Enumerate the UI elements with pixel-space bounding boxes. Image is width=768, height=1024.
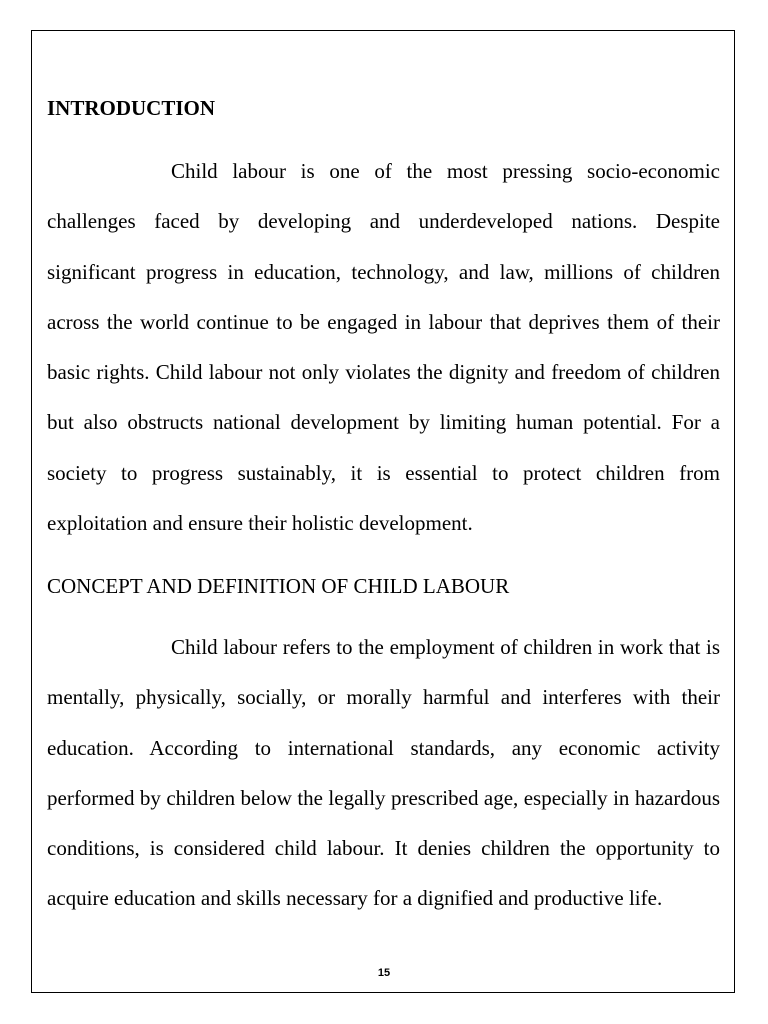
page-number: 15: [377, 967, 391, 979]
section-title: INTRODUCTION: [47, 96, 216, 120]
intro-paragraph: Child labour is one of the most pressing socio-economic challenges faced by developing and underdeveloped nations. Despite significant progress in education, technology, and law, millions of children across the world continue to be engaged in labour that deprives them of their basic rights. Child labour not only violates the dignity and freedom of children but also obstructs national development by limiting human potential. For a society to progress sustainably, it is essential to protect children from exploitation and ensure their holistic development.: [47, 159, 720, 536]
subsection-title: CONCEPT AND DEFINITION OF CHILD LABOUR: [47, 574, 510, 598]
concept-paragraph: Child labour refers to the employment of children in work that is mentally, physically, socially, or morally harmful and interferes with their education. According to international standards, any economic activity performed by children below the legally prescribed age, especially in hazardous conditions, is considered child labour. It denies children the opportunity to acquire education and skills necessary for a dignified and productive life.: [47, 635, 720, 911]
